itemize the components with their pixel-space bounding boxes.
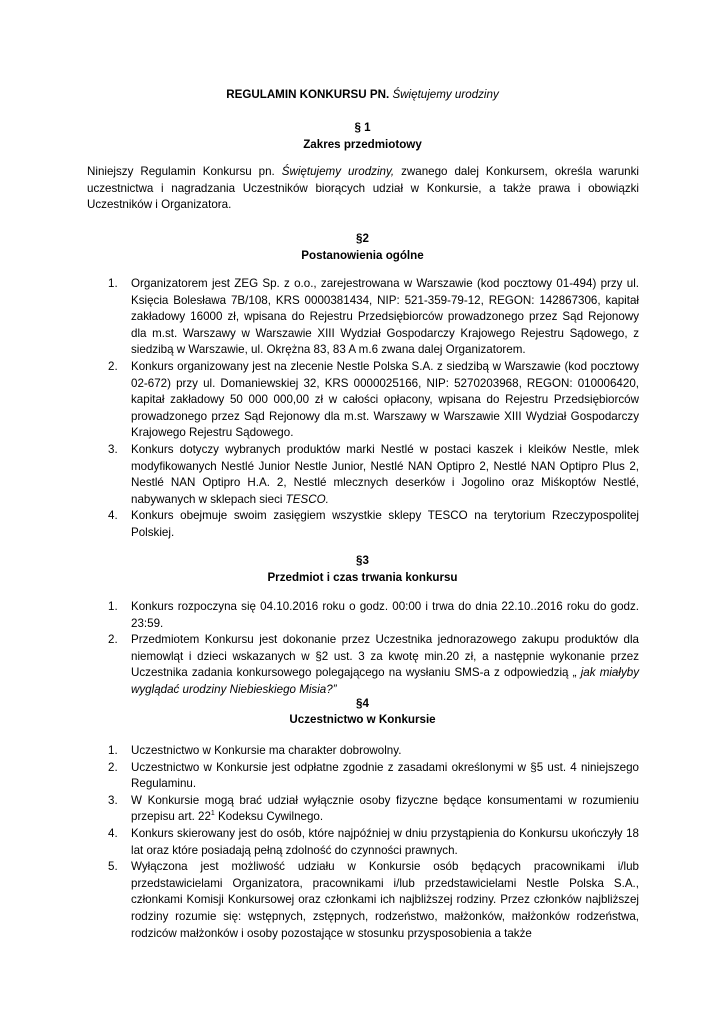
section-4-title: Uczestnictwo w Konkursie xyxy=(289,713,436,726)
section-1-text-b: zwanego dalej Konkursem, określa warunki uczestnictwa i nagradzania Uczestników biorących udział w Konkursie, a także prawa i obowiązki Uczestników i Organizatora. xyxy=(87,165,639,212)
list-item-number: 3. xyxy=(108,793,118,807)
list-item-text: Konkurs skierowany jest do osób, które najpóźniej w dniu przystąpienia do Konkursu ukończyły 18 lat oraz które posiadają pełną zdolność do czynności prawnych. xyxy=(131,826,639,857)
list-item-text: Przedmiotem Konkursu jest dokonanie przez Uczestnika jednorazowego zakupu produktów dla niemowląt i dzieci wskazanych w §2 ust. 3 za kwotę min.20 zł, a następnie wykonanie przez Uczestnika zadania konkursowego polegającego na wysłaniu SMS-a z odpowiedzią „ xyxy=(131,633,639,680)
list-item-number: 2. xyxy=(108,760,118,774)
section-1-number: § 1 xyxy=(354,121,371,134)
list-item-text: Uczestnictwo w Konkursie jest odpłatne zgodnie z zasadami określonymi w §5 ust. 4 niniejszego Regulaminu. xyxy=(131,760,639,791)
section-2-number: §2 xyxy=(356,232,369,245)
list-item xyxy=(87,359,639,442)
section-4-list xyxy=(87,743,639,942)
document-title xyxy=(0,87,725,104)
list-item xyxy=(87,743,639,760)
section-1-title: Zakres przedmiotowy xyxy=(303,138,422,151)
list-item-number: 1. xyxy=(108,600,118,613)
section-3-list xyxy=(87,599,639,699)
list-item-number: 4. xyxy=(108,509,118,523)
footnote-superscript: 1 xyxy=(210,810,215,818)
list-item-text-italic: TESCO. xyxy=(285,492,329,506)
list-item-number: 2. xyxy=(108,633,118,647)
list-item-number: 3. xyxy=(108,442,118,456)
section-3-title: Przedmiot i czas trwania konkursu xyxy=(267,571,458,584)
section-2-list xyxy=(87,276,639,542)
list-item-text: W Konkursie mogą brać udział wyłącznie osoby fizyczne będące konsumentami w rozumieniu przepisu art. 22 xyxy=(131,793,639,824)
title-main: REGULAMIN KONKURSU PN. xyxy=(226,88,390,101)
list-item xyxy=(87,442,639,508)
list-item-number: 4. xyxy=(108,826,118,840)
list-item xyxy=(87,760,639,793)
list-item xyxy=(87,276,639,359)
list-item-text: Wyłączona jest możliwość udziału w Konkursie osób będących pracownikami i/lub przedstawicielami Organizatora, pracownikami i/lub przedstawicielami Nestle Polska S.A., członkami Komisji Konkursowej oraz członkami ich najbliższej rodziny. Przez członków najbliższej rodziny rozumie się: wstępnych, zstępnych, rodzeństwo, małżonków, małżonków rodzeństwa, rodziców małżonków i osoby pozostające w stosunku przysposobienia a także xyxy=(131,860,639,940)
section-1-paragraph xyxy=(87,164,639,214)
list-item-text: Konkurs rozpoczyna się 04.10.2016 roku o godz. 00:00 i trwa do dnia 22.10..2016 roku do godz. 23:59. xyxy=(131,600,639,630)
list-item xyxy=(87,632,639,698)
list-item-text-italic: jak miałyby wyglądać urodziny Niebieskiego Misia?” xyxy=(131,666,639,696)
list-item-text: Konkurs obejmuje swoim zasięgiem wszystkie sklepy TESCO na terytorium Rzeczypospolitej Polskiej. xyxy=(131,509,639,539)
list-item-number: 5. xyxy=(108,860,118,874)
list-item-text: Uczestnictwo w Konkursie ma charakter dobrowolny. xyxy=(131,744,402,757)
list-item-number: 1. xyxy=(108,744,118,757)
list-item-text: Konkurs dotyczy wybranych produktów marki Nestlé w postaci kaszek i kleików Nestle, mlek modyfikowanych Nestlé Junior Nestle Junior, Nestlé NAN Optipro 2, Nestlé NAN Optipro Plus 2, Nestlé NAN Optipro H.A. 2, Nestlé mlecznych deserków i Jogolino oraz Miśkoptów Nestlé, nabywanych w sklepach sieci xyxy=(131,442,639,506)
section-1-contest-name: Świętujemy urodziny, xyxy=(281,165,395,178)
list-item-text: Organizatorem jest ZEG Sp. z o.o., zarejestrowana w Warszawie (kod pocztowy 01-494) przy ul. Księcia Bolesława 7B/108, KRS 0000381434, NIP: 521-359-79-12, REGON: 142867306, kapitał zakładowy 16000 zł, wpisana do Rejestru Przedsiębiorców prowadzonego przez Sąd Rejonowy dla m.st. Warszawy w Warszawie XIII Wydział Gospodarczy Krajowego Rejestru Sądowego, z siedzibą w Warszawie, ul. Okrężna 83, 83 A m.6 zwana dalej Organizatorem. xyxy=(131,277,639,357)
list-item-text-end: Kodeksu Cywilnego. xyxy=(214,810,324,824)
title-contest-name: Świętujemy urodziny xyxy=(392,88,499,101)
list-item-text: Konkurs organizowany jest na zlecenie Nestle Polska S.A. z siedzibą w Warszawie (kod pocztowy 02-672) przy ul. Domaniewskiej 32, KRS 0000025166, NIP: 5270203968, REGON: 010006420, kapitał zakładowy 50 000 000,00 zł w całości opłacony, wpisana do Rejestru Przedsiębiorców prowadzonego przez Sąd Rejonowy dla m.st. Warszawy w Warszawie XIII Wydział Gospodarczy Krajowego Rejestru Sądowego. xyxy=(131,359,639,440)
list-item-number: 2. xyxy=(108,359,118,373)
list-item-number: 1. xyxy=(108,277,118,290)
list-item xyxy=(87,793,639,826)
section-1-text-a: Niniejszy Regulamin Konkursu pn. xyxy=(87,165,282,178)
list-item xyxy=(87,859,639,942)
list-item xyxy=(87,599,639,632)
section-4-number: §4 xyxy=(356,697,369,710)
section-3-number: §3 xyxy=(356,554,369,567)
list-item xyxy=(87,508,639,541)
list-item xyxy=(87,826,639,859)
section-2-title: Postanowienia ogólne xyxy=(301,249,424,262)
